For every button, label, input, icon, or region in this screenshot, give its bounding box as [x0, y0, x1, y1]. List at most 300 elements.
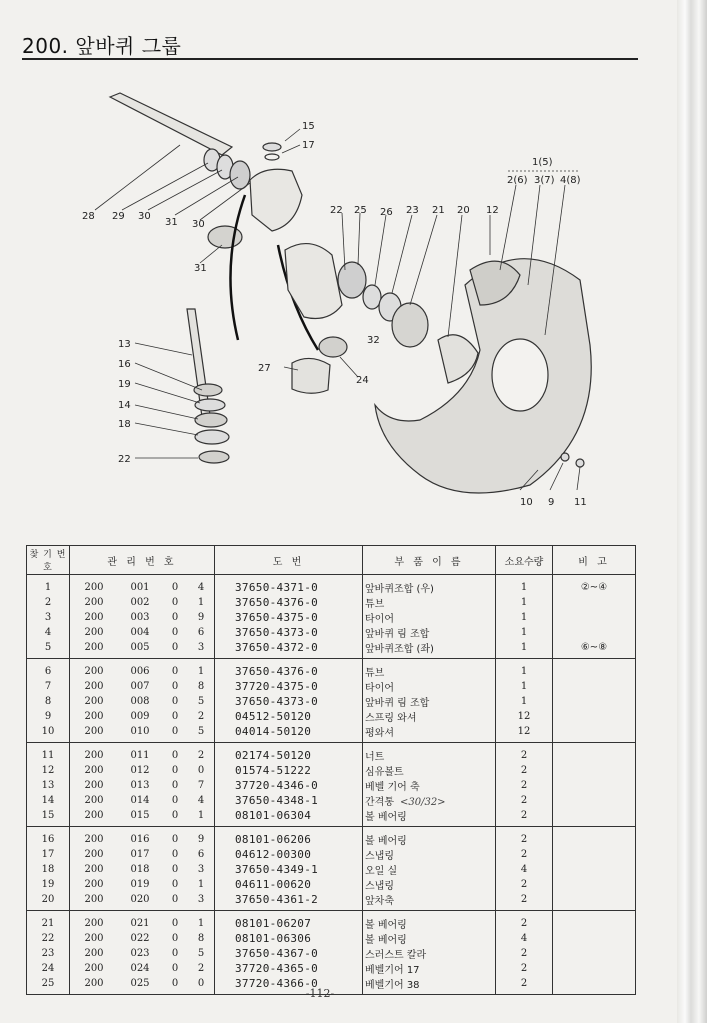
cell-pn: [215, 694, 363, 709]
cell-m2-text: 003: [130, 612, 150, 623]
cell-pn: [215, 793, 363, 808]
cell-m3-text: 0: [171, 963, 179, 974]
cell-remark: [553, 610, 636, 625]
cell-m3: [162, 679, 188, 694]
cell-no: [27, 679, 70, 694]
cell-remark: [553, 862, 636, 877]
cell-name: [363, 892, 496, 911]
cell-qty: [496, 679, 553, 694]
cell-name: [363, 743, 496, 764]
cell-m1: [70, 724, 119, 743]
cell-m3-text: 0: [171, 711, 179, 722]
cell-m4: [188, 877, 215, 892]
cell-pn: [215, 709, 363, 724]
cell-m4-text: 1: [197, 918, 205, 929]
table-row: [27, 877, 636, 892]
table-row: [27, 679, 636, 694]
table-row: [27, 892, 636, 911]
cell-m4-text: 0: [197, 765, 205, 776]
bevel-gear-25: [338, 262, 366, 298]
cell-name-text: 볼 베어링: [365, 920, 407, 931]
cell-m3-text: 0: [171, 978, 179, 989]
cell-no: [27, 694, 70, 709]
cell-qty: [496, 763, 553, 778]
cell-qty-text: 2: [520, 879, 528, 890]
cell-no: [27, 808, 70, 827]
cell-no: [27, 640, 70, 659]
cell-m1: [70, 575, 119, 596]
cell-pn: [215, 931, 363, 946]
cell-m1-text: 200: [84, 780, 104, 791]
cell-pn: [215, 595, 363, 610]
cell-qty: [496, 961, 553, 976]
cell-m2-text: 005: [130, 642, 150, 653]
cell-m2-text: 025: [130, 978, 150, 989]
cell-pn: [215, 659, 363, 680]
cell-name-text: 튜브: [365, 599, 385, 610]
cell-m2: [118, 931, 162, 946]
oil-seal-18: [195, 430, 229, 444]
cell-m2: [118, 694, 162, 709]
cell-m3: [162, 625, 188, 640]
cell-name-text: 오일 실: [365, 866, 398, 877]
cell-m3-text: 0: [171, 918, 179, 929]
cell-m1: [70, 827, 119, 848]
cell-m3-text: 0: [171, 627, 179, 638]
cell-m3-text: 0: [171, 765, 179, 776]
cell-qty: [496, 778, 553, 793]
cell-m4-text: 6: [197, 849, 205, 860]
cell-m2-text: 004: [130, 627, 150, 638]
callout-25: 25: [354, 205, 367, 216]
cell-m1-text: 200: [84, 894, 104, 905]
cell-m3-text: 0: [171, 726, 179, 737]
table-row: [27, 575, 636, 596]
cell-pn: [215, 625, 363, 640]
exploded-parts-diagram: [60, 85, 620, 525]
cell-m2-text: 019: [130, 879, 150, 890]
cell-no: [27, 610, 70, 625]
cell-qty-text: 1: [520, 681, 528, 692]
cell-pn-text: 04612-00300: [235, 848, 312, 861]
cell-m3-text: 0: [171, 597, 179, 608]
title-rule: [22, 58, 638, 60]
cell-name-text: 스냅링: [365, 881, 394, 892]
shaft-28: [110, 93, 232, 155]
cell-m1-text: 200: [84, 864, 104, 875]
cell-m2-text: 014: [130, 795, 150, 806]
cell-name-text: 간격통: [365, 797, 394, 808]
cell-m2-text: 007: [130, 681, 150, 692]
cell-pn: [215, 827, 363, 848]
bearing-16: [194, 384, 222, 396]
cell-m4: [188, 931, 215, 946]
cell-name: [363, 679, 496, 694]
cell-name-text: 앞바퀴 림 조합: [365, 698, 430, 709]
cell-no-text: 11: [41, 750, 55, 761]
cell-m2-text: 009: [130, 711, 150, 722]
cell-pn: [215, 763, 363, 778]
cell-m2: [118, 763, 162, 778]
cell-no-text: 2: [44, 597, 52, 608]
cell-qty: [496, 931, 553, 946]
bearing-22: [199, 451, 229, 463]
cell-pn-text: 37650-4373-0: [235, 626, 319, 639]
cell-no-text: 1: [44, 582, 52, 593]
cell-m3-text: 0: [171, 582, 179, 593]
cell-m1: [70, 892, 119, 911]
page-title: 200. 앞바퀴 그룹: [22, 34, 182, 58]
cell-pn-text: 04512-50120: [235, 710, 312, 723]
cell-name: [363, 625, 496, 640]
cell-name-text: 스프링 와셔: [365, 713, 417, 724]
cell-pn: [215, 640, 363, 659]
bevel-gear-24: [319, 337, 347, 357]
cell-name-text: 볼 베어링: [365, 812, 407, 823]
cell-pn-text: 04611-00620: [235, 878, 312, 891]
cell-m3: [162, 892, 188, 911]
cell-m4: [188, 659, 215, 680]
callout-27: 27: [258, 363, 271, 374]
cell-m4: [188, 640, 215, 659]
cell-no: [27, 778, 70, 793]
cell-name: [363, 640, 496, 659]
cell-qty-text: 4: [520, 933, 528, 944]
cell-no-text: 4: [44, 627, 52, 638]
cell-m3-text: 0: [171, 795, 179, 806]
cell-qty: [496, 911, 553, 932]
cell-pn-text: 37650-4376-0: [235, 596, 319, 609]
cell-remark: [553, 911, 636, 932]
cell-m1: [70, 610, 119, 625]
cell-pn-text: 37720-4375-0: [235, 680, 319, 693]
cell-m3: [162, 778, 188, 793]
cell-name-text: 앞바퀴조합 (좌): [365, 644, 434, 655]
cell-qty-text: 4: [520, 864, 528, 875]
cell-m3-text: 0: [171, 642, 179, 653]
callout-22b: 22: [118, 454, 131, 465]
cell-m1: [70, 946, 119, 961]
callout-30b: 30: [192, 219, 205, 230]
cell-m2: [118, 778, 162, 793]
cell-m4: [188, 724, 215, 743]
cell-remark: [553, 931, 636, 946]
callout-28: 28: [82, 211, 95, 222]
cell-m1: [70, 679, 119, 694]
cell-m3-text: 0: [171, 894, 179, 905]
cell-remark: [553, 709, 636, 724]
cell-name-text: 베벨기어 17: [365, 965, 420, 976]
cell-m4: [188, 709, 215, 724]
gear-21: [392, 303, 428, 347]
cell-no-text: 17: [41, 849, 55, 860]
cell-m2: [118, 827, 162, 848]
cell-qty-text: 1: [520, 696, 528, 707]
cell-no-text: 8: [44, 696, 52, 707]
cell-pn: [215, 743, 363, 764]
callout-12: 12: [486, 205, 499, 216]
cell-pn: [215, 778, 363, 793]
cell-qty-text: 1: [520, 666, 528, 677]
table-row: [27, 640, 636, 659]
cell-qty: [496, 625, 553, 640]
callout-15: 15: [302, 121, 315, 132]
cell-m1-text: 200: [84, 666, 104, 677]
cell-m1-text: 200: [84, 627, 104, 638]
cell-remark: [553, 946, 636, 961]
cell-name-text: 볼 베어링: [365, 836, 407, 847]
cell-m2: [118, 625, 162, 640]
cell-name: [363, 575, 496, 596]
table-row: [27, 946, 636, 961]
cell-no: [27, 961, 70, 976]
cell-m4: [188, 793, 215, 808]
cell-m2-text: 015: [130, 810, 150, 821]
cell-name: [363, 709, 496, 724]
cell-m4: [188, 946, 215, 961]
collar-26: [363, 285, 381, 309]
cell-qty: [496, 946, 553, 961]
cell-m1-text: 200: [84, 597, 104, 608]
cell-m2-text: 002: [130, 597, 150, 608]
cell-m3: [162, 808, 188, 827]
cell-pn-text: 08101-06207: [235, 917, 312, 930]
cell-no-text: 19: [41, 879, 55, 890]
cell-m4: [188, 847, 215, 862]
callout-22a: 22: [330, 205, 343, 216]
cell-m1: [70, 847, 119, 862]
cell-remark: [553, 778, 636, 793]
cell-no: [27, 847, 70, 862]
cell-m4-text: 8: [197, 933, 205, 944]
cell-remark: [553, 694, 636, 709]
cell-m1-text: 200: [84, 978, 104, 989]
cell-qty: [496, 694, 553, 709]
cell-pn-text: 37650-4375-0: [235, 611, 319, 624]
cell-name: [363, 808, 496, 827]
table-row: [27, 847, 636, 862]
cell-pn-text: 08101-06306: [235, 932, 312, 945]
cell-no-text: 9: [44, 711, 52, 722]
cell-no: [27, 659, 70, 680]
cell-m2: [118, 659, 162, 680]
cell-m3: [162, 575, 188, 596]
cell-m4: [188, 595, 215, 610]
cell-m2: [118, 679, 162, 694]
cell-m1-text: 200: [84, 810, 104, 821]
cell-m1: [70, 709, 119, 724]
cell-m3: [162, 595, 188, 610]
cell-m3-text: 0: [171, 879, 179, 890]
callout-24: 24: [356, 375, 369, 386]
cell-m1: [70, 961, 119, 976]
cell-name: [363, 862, 496, 877]
cell-m4: [188, 808, 215, 827]
cell-pn: [215, 862, 363, 877]
cell-qty: [496, 595, 553, 610]
cell-pn-text: 08101-06206: [235, 833, 312, 846]
cell-m3: [162, 793, 188, 808]
cell-m4-text: 8: [197, 681, 205, 692]
cell-m3: [162, 694, 188, 709]
cell-m4: [188, 743, 215, 764]
cell-name: [363, 763, 496, 778]
cell-no: [27, 862, 70, 877]
callout-1: 1(5): [532, 157, 553, 168]
callout-10: 10: [520, 497, 533, 508]
cell-no: [27, 877, 70, 892]
cell-m1-text: 200: [84, 948, 104, 959]
cell-no-text: 16: [41, 834, 55, 845]
cell-m1: [70, 743, 119, 764]
cell-m3-text: 0: [171, 612, 179, 623]
cell-m1: [70, 595, 119, 610]
table-row: [27, 724, 636, 743]
cell-pn: [215, 724, 363, 743]
cell-pn-text: 37720-4366-0: [235, 977, 319, 990]
callout-11: 11: [574, 497, 587, 508]
cell-pn-text: 08101-06304: [235, 809, 312, 822]
bearing-housing-27: [292, 358, 330, 393]
cell-m2-text: 010: [130, 726, 150, 737]
header-management-number: 관 리 번 호: [70, 546, 215, 575]
cell-qty-text: 2: [520, 834, 528, 845]
cell-no: [27, 827, 70, 848]
cell-name: [363, 946, 496, 961]
cell-name: [363, 694, 496, 709]
table-row: [27, 808, 636, 827]
callout-29: 29: [112, 211, 125, 222]
cell-m2-text: 011: [130, 750, 150, 761]
table-row: [27, 625, 636, 640]
cell-m2-text: 008: [130, 696, 150, 707]
cell-m2: [118, 892, 162, 911]
cell-m2: [118, 610, 162, 625]
upper-housing: [250, 169, 302, 231]
cell-qty: [496, 709, 553, 724]
cell-pn-text: 37650-4349-1: [235, 863, 319, 876]
cell-remark: [553, 679, 636, 694]
cell-no: [27, 709, 70, 724]
cell-no: [27, 595, 70, 610]
cell-m3-text: 0: [171, 780, 179, 791]
cell-no-text: 23: [41, 948, 55, 959]
cell-remark: [553, 575, 636, 596]
page-edge-shadow: [677, 0, 707, 1023]
callout-18: 18: [118, 419, 131, 430]
cell-name: [363, 877, 496, 892]
cell-m4-text: 1: [197, 879, 205, 890]
cell-name-text: 튜브: [365, 668, 385, 679]
cell-m3: [162, 659, 188, 680]
cell-no: [27, 911, 70, 932]
cell-m3-text: 0: [171, 849, 179, 860]
cell-m2-text: 020: [130, 894, 150, 905]
cell-pn-text: 37650-4376-0: [235, 665, 319, 678]
cell-m2: [118, 709, 162, 724]
cell-qty: [496, 659, 553, 680]
table-row: [27, 778, 636, 793]
callout-19: 19: [118, 379, 131, 390]
cell-pn-text: 37650-4373-0: [235, 695, 319, 708]
cell-qty: [496, 610, 553, 625]
cell-m4: [188, 694, 215, 709]
cell-m3-text: 0: [171, 810, 179, 821]
cell-qty-text: 2: [520, 795, 528, 806]
cell-no-text: 14: [41, 795, 55, 806]
cell-no: [27, 931, 70, 946]
cell-name-text: 베벨기어 38: [365, 980, 420, 991]
callout-31a: 31: [165, 217, 178, 228]
cell-name: [363, 847, 496, 862]
callout-3: 3(7): [534, 175, 555, 186]
cell-name: [363, 724, 496, 743]
cell-name-text: 앞바퀴 림 조합: [365, 629, 430, 640]
cell-name-text: 타이어: [365, 683, 394, 694]
cell-m2: [118, 946, 162, 961]
cell-m4-text: 9: [197, 834, 205, 845]
cell-m2-text: 018: [130, 864, 150, 875]
cell-no-text: 24: [41, 963, 55, 974]
table-row: [27, 763, 636, 778]
cell-m4-text: 9: [197, 612, 205, 623]
cell-m2-text: 024: [130, 963, 150, 974]
cell-m2: [118, 595, 162, 610]
cell-m3-text: 0: [171, 864, 179, 875]
cell-remark: [553, 724, 636, 743]
cell-no-text: 15: [41, 810, 55, 821]
callout-32: 32: [367, 335, 380, 346]
cell-m4-text: 0: [197, 978, 205, 989]
header-remarks: 비 고: [553, 546, 636, 575]
cell-m1: [70, 877, 119, 892]
cell-name-text: 스러스트 칼라: [365, 950, 427, 961]
cell-pn: [215, 575, 363, 596]
callout-9: 9: [548, 497, 555, 508]
cell-no-text: 7: [44, 681, 52, 692]
ring-15: [263, 143, 281, 151]
parts-table: [26, 545, 636, 995]
cell-name: [363, 827, 496, 848]
callout-2: 2(6): [507, 175, 528, 186]
cell-m3-text: 0: [171, 666, 179, 677]
cell-no: [27, 946, 70, 961]
cell-remark-text: ⑥~⑧: [580, 642, 608, 653]
cell-pn-text: 37650-4348-1: [235, 794, 319, 807]
cell-no-text: 12: [41, 765, 55, 776]
header-drawing-number: 도 번: [215, 546, 363, 575]
cell-pn: [215, 808, 363, 827]
cell-name-text: 너트: [365, 752, 385, 763]
cell-no: [27, 743, 70, 764]
cell-no-text: 6: [44, 666, 52, 677]
cell-m3: [162, 847, 188, 862]
cell-m3: [162, 862, 188, 877]
table-row: [27, 694, 636, 709]
cell-m1-text: 200: [84, 849, 104, 860]
cell-m3: [162, 763, 188, 778]
cell-pn-text: 37650-4372-0: [235, 641, 319, 654]
cell-remark: [553, 793, 636, 808]
cell-m2: [118, 961, 162, 976]
cell-m4: [188, 911, 215, 932]
cell-m1-text: 200: [84, 681, 104, 692]
cell-m3: [162, 724, 188, 743]
cell-pn: [215, 911, 363, 932]
cell-no: [27, 575, 70, 596]
cell-m3: [162, 911, 188, 932]
cell-name: [363, 778, 496, 793]
